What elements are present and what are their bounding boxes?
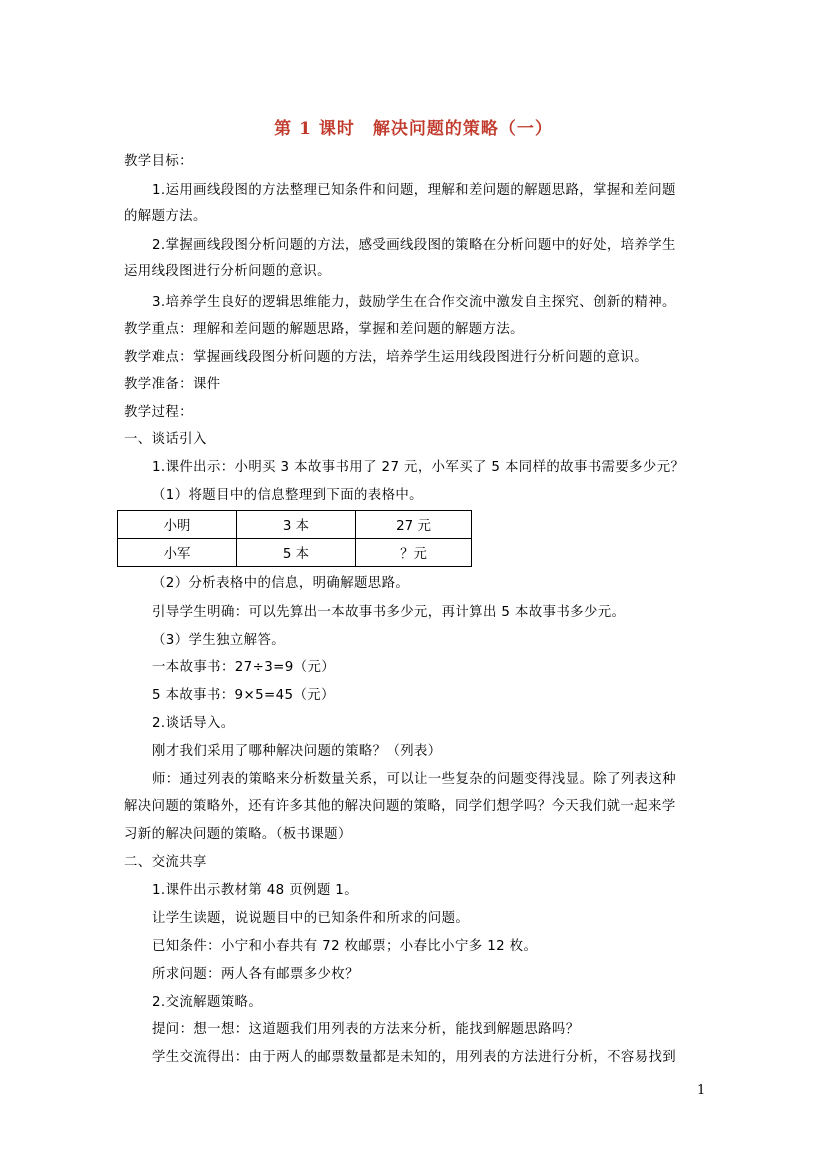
text-line: 所求问题：两人各有邮票多少枚？ xyxy=(152,967,359,982)
text-line: 学生交流得出：由于两人的邮票数量都是未知的，用列表的方法进行分析，不容易找到 xyxy=(152,1050,677,1065)
text-line: 教学准备：课件 xyxy=(124,377,221,392)
text-line: 2.交流解题策略。 xyxy=(152,995,263,1010)
table-cell: 5 本 xyxy=(237,539,356,567)
text-line: 引导学生明确：可以先算出一本故事书多少元，再计算出 5 本故事书多少元。 xyxy=(152,605,626,620)
text-line: （2）分析表格中的信息，明确解题思路。 xyxy=(152,576,410,591)
text-line: 运用线段图进行分析问题的意识。 xyxy=(124,264,331,279)
text-line: 3.培养学生良好的逻辑思维能力，鼓励学生在合作交流中激发自主探究、创新的精神。 xyxy=(152,295,676,310)
text-line: 教学过程： xyxy=(124,405,193,420)
text-line: 教学难点：掌握画线段图分析问题的方法，培养学生运用线段图进行分析问题的意识。 xyxy=(124,350,649,365)
section-heading: 一、谈话引入 xyxy=(124,432,207,447)
text-line: 5 本故事书：9×5=45（元） xyxy=(152,688,335,703)
table-row xyxy=(118,511,472,539)
text-line: 提问：想一想：这道题我们用列表的方法来分析，能找到解题思路吗？ xyxy=(152,1022,580,1037)
table-cell: 27 元 xyxy=(356,511,472,539)
text-line: 1.课件出示：小明买 3 本故事书用了 27 元，小军买了 5 本同样的故事书需要多少元？ xyxy=(152,460,685,475)
table-cell: 小军 xyxy=(118,539,237,567)
text-line: 让学生读题，说说题目中的已知条件和所求的问题。 xyxy=(152,911,470,926)
text-line: （3）学生独立解答。 xyxy=(152,633,286,648)
text-line: （1）将题目中的信息整理到下面的表格中。 xyxy=(152,488,423,503)
table-row xyxy=(118,539,472,567)
table-cell: 3 本 xyxy=(237,511,356,539)
text-line: 刚才我们采用了哪种解决问题的策略？（列表） xyxy=(152,744,442,759)
text-line: 一本故事书：27÷3=9（元） xyxy=(152,660,336,675)
text-line: 教学目标： xyxy=(124,154,193,169)
page-title: 第 1 课时 解决问题的策略（一） xyxy=(274,119,553,139)
text-line: 师：通过列表的策略来分析数量关系，可以让一些复杂的问题变得浅显。除了列表这种 xyxy=(152,772,677,787)
text-line: 1.课件出示教材第 48 页例题 1。 xyxy=(152,883,359,898)
text-line: 1.运用画线段图的方法整理已知条件和问题，理解和差问题的解题思路，掌握和差问题 xyxy=(152,183,676,198)
section-heading: 二、交流共享 xyxy=(124,855,207,870)
text-line: 习新的解决问题的策略。（板书课题） xyxy=(124,827,352,842)
table-cell: ？元 xyxy=(356,539,472,567)
text-line: 教学重点：理解和差问题的解题思路，掌握和差问题的解题方法。 xyxy=(124,322,524,337)
text-line: 已知条件：小宁和小春共有 72 枚邮票；小春比小宁多 12 枚。 xyxy=(152,939,538,954)
page-number: 1 xyxy=(697,1083,706,1098)
text-line: 2.掌握画线段图分析问题的方法，感受画线段图的策略在分析问题中的好处，培养学生 xyxy=(152,238,676,253)
text-line: 的解题方法。 xyxy=(124,209,207,224)
text-line: 解决问题的策略外，还有许多其他的解决问题的策略，同学们想学吗？今天我们就一起来学 xyxy=(124,799,676,814)
text-line: 2.谈话导入。 xyxy=(152,716,235,731)
table-cell: 小明 xyxy=(118,511,237,539)
info-table xyxy=(117,510,472,567)
